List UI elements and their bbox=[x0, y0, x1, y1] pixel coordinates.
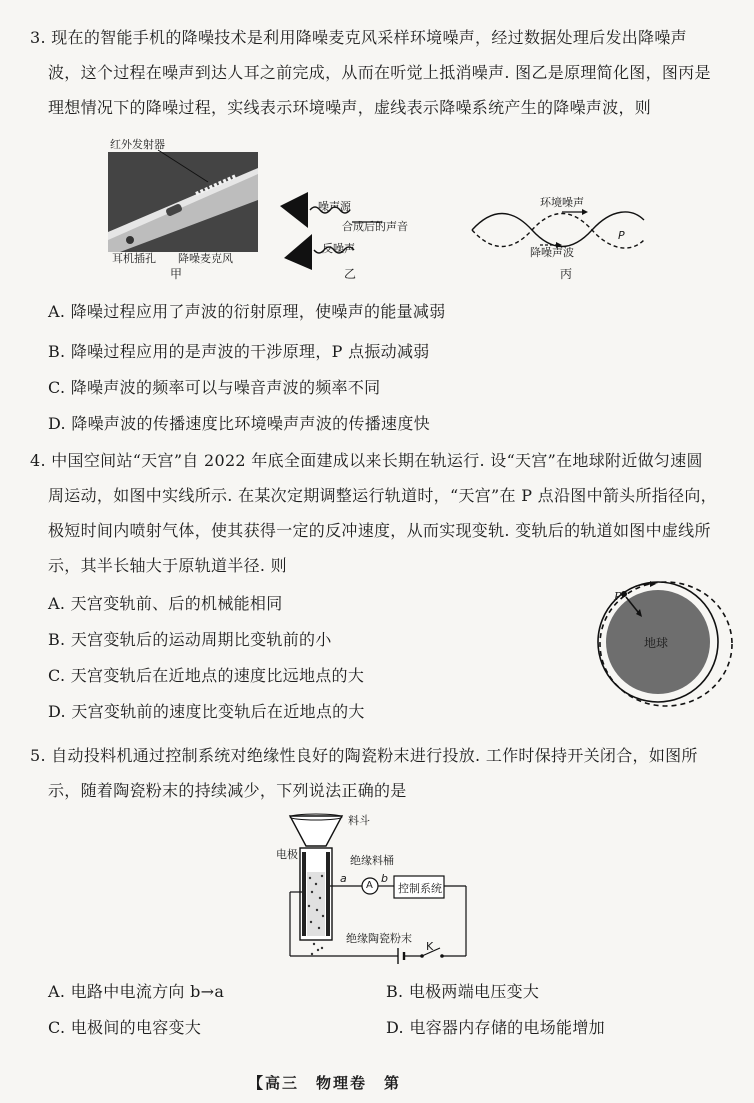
q3-option-c: C. 降噪声波的频率可以与噪音声波的频率不同 bbox=[48, 378, 381, 397]
q5-option-a: A. 电路中电流方向 b→a bbox=[48, 982, 225, 1001]
q5-option-d: D. 电容器内存储的电场能增加 bbox=[386, 1018, 605, 1037]
label-combined-sound: 合成后的声音 bbox=[342, 220, 408, 233]
caption-jia: 甲 bbox=[170, 267, 183, 281]
q4-stem-line-4: 示，其半长轴大于原轨道半径. 则 bbox=[48, 556, 287, 575]
label-point-a: a bbox=[340, 872, 347, 885]
q4-option-a: A. 天宫变轨前、后的机械能相同 bbox=[48, 594, 283, 613]
label-orbit-p: P bbox=[614, 590, 622, 603]
q3-option-a: A. 降噪过程应用了声波的衍射原理，使噪声的能量减弱 bbox=[48, 302, 446, 321]
page-footer: 【高三 物理卷 第 bbox=[248, 1074, 402, 1092]
label-point-b: b bbox=[381, 872, 388, 885]
q5-option-c: C. 电极间的电容变大 bbox=[48, 1018, 202, 1037]
q4-stem bbox=[30, 443, 730, 583]
q4-option-b: B. 天宫变轨后的运动周期比变轨前的小 bbox=[48, 630, 332, 649]
q3-stem-line-2: 波，这个过程在噪声到达人耳之前完成，从而在听觉上抵消噪声. 图乙是原理简化图，图丙是 bbox=[48, 63, 711, 82]
q5-stem-line-2: 示，随着陶瓷粉末的持续减少，下列说法正确的是 bbox=[48, 781, 407, 800]
label-insulated-bucket: 绝缘料桶 bbox=[350, 854, 394, 867]
caption-yi: 乙 bbox=[344, 267, 357, 281]
q3-stem-line-3: 理想情况下的降噪过程，实线表示环境噪声，虚线表示降噪系统产生的降噪声波，则 bbox=[48, 98, 652, 117]
label-point-p: P bbox=[618, 229, 625, 242]
label-earth: 地球 bbox=[644, 636, 669, 650]
label-control-system: 控制系统 bbox=[398, 882, 442, 895]
q3-option-b: B. 降噪过程应用的是声波的干涉原理，P 点振动减弱 bbox=[48, 342, 430, 361]
label-hopper: 料斗 bbox=[348, 814, 370, 827]
label-anti-noise-wave: 降噪声波 bbox=[530, 246, 574, 259]
label-ambient-noise: 环境噪声 bbox=[540, 196, 584, 209]
label-electrode: 电极 bbox=[276, 848, 298, 861]
q4-stem-line-2: 周运动，如图中实线所示. 在某次定期调整运行轨道时，“天宫”在 P 点沿图中箭头所指径向， bbox=[48, 486, 717, 505]
label-anti-noise: 反噪声 bbox=[322, 242, 355, 255]
q3-option-d: D. 降噪声波的传播速度比环境噪声声波的传播速度快 bbox=[48, 414, 430, 433]
label-earphone-jack: 耳机插孔 bbox=[112, 252, 156, 265]
label-ceramic-powder: 绝缘陶瓷粉末 bbox=[346, 932, 412, 945]
q5-stem bbox=[30, 738, 730, 808]
label-noise-mic: 降噪麦克风 bbox=[178, 252, 233, 265]
infrared-leader-line bbox=[140, 146, 220, 186]
label-infrared-emitter: 红外发射器 bbox=[110, 138, 165, 151]
label-ammeter: A bbox=[366, 880, 373, 891]
caption-bing: 丙 bbox=[560, 267, 573, 281]
label-switch-k: K bbox=[426, 940, 434, 953]
label-noise-source: 噪声源 bbox=[318, 200, 351, 213]
q5-stem-line-1: 5. 自动投料机通过控制系统对绝缘性良好的陶瓷粉末进行投放. 工作时保持开关闭合，如图所 bbox=[30, 746, 698, 765]
circuit-diagram bbox=[282, 812, 482, 972]
q4-option-d: D. 天宫变轨前的速度比变轨后在近地点的大 bbox=[48, 702, 365, 721]
q4-option-c: C. 天宫变轨后在近地点的速度比远地点的大 bbox=[48, 666, 365, 685]
q5-option-b: B. 电极两端电压变大 bbox=[386, 982, 540, 1001]
q3-stem bbox=[30, 20, 730, 125]
q4-stem-line-1: 4. 中国空间站“天宫”自 2022 年底全面建成以来长期在轨运行. 设“天宫”在地球附近做匀速圆 bbox=[30, 451, 703, 470]
q4-stem-line-3: 极短时间内喷射气体，使其获得一定的反冲速度，从而实现变轨. 变轨后的轨道如图中虚线所 bbox=[48, 521, 711, 540]
q3-stem-line-1: 3. 现在的智能手机的降噪技术是利用降噪麦克风采样环境噪声，经过数据处理后发出降噪声 bbox=[30, 28, 687, 47]
